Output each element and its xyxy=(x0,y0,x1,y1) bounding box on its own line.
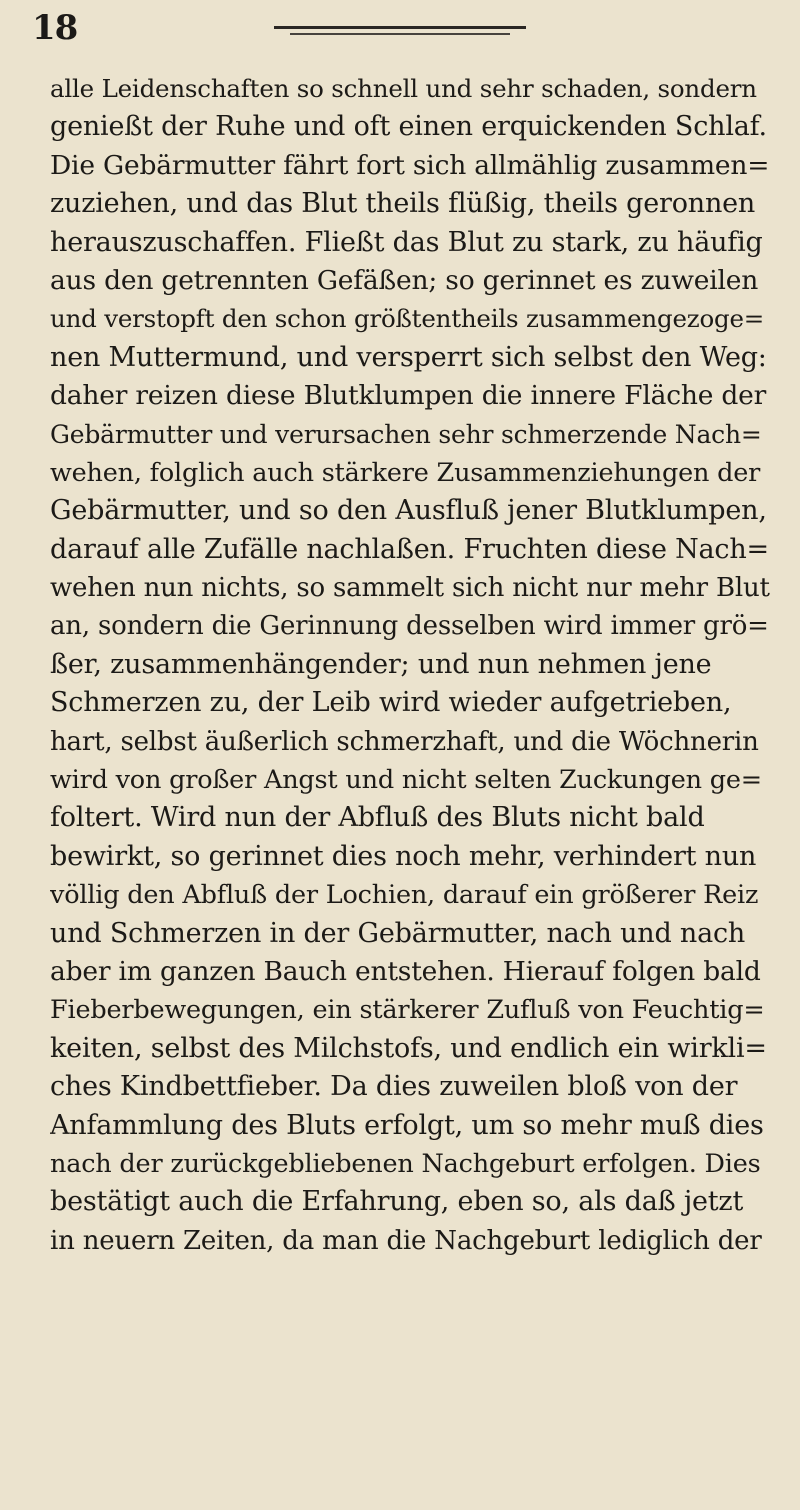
text-line: zuziehen, und das Blut theils flüßig, theils geronnen xyxy=(50,188,756,220)
text-line: nen Muttermund, und versperrt sich selbst den Weg: xyxy=(50,341,767,373)
text-line: völlig den Abfluß der Lochien, darauf ein größerer Reiz xyxy=(50,880,759,911)
text-line: ches Kindbettfieber. Da dies zuweilen bloß von der xyxy=(50,1071,738,1103)
text-line: wehen, folglich auch stärkere Zusammenziehungen der xyxy=(50,457,761,488)
text-line: darauf alle Zufälle nachlaßen. Fruchten diese Nach= xyxy=(50,533,769,565)
text-line: wehen nun nichts, so sammelt sich nicht nur mehr Blut xyxy=(50,573,770,604)
text-line: keiten, selbst des Milchstofs, und endlich ein wirkli= xyxy=(50,1032,767,1064)
text-line: herauszuschaffen. Fließt das Blut zu stark, zu häufig xyxy=(50,226,763,258)
page-number: 18 xyxy=(32,8,78,48)
text-line: wird von großer Angst und nicht selten Zuckungen ge= xyxy=(50,765,762,796)
text-line: daher reizen diese Blutklumpen die innere Fläche der xyxy=(50,380,767,412)
text-line: Gebärmutter, und so den Ausfluß jener Blutklumpen, xyxy=(50,495,767,527)
text-line: Fieberbewegungen, ein stärkerer Zufluß von Feuchtig= xyxy=(50,995,765,1026)
text-line: Schmerzen zu, der Leib wird wieder aufgetrieben, xyxy=(50,687,732,719)
text-line: Die Gebärmutter fährt fort sich allmählig zusammen= xyxy=(50,149,770,181)
text-line: bewirkt, so gerinnet dies noch mehr, verhindert nun xyxy=(50,840,757,872)
text-line: Anfammlung des Bluts erfolgt, um so mehr muß dies xyxy=(50,1109,764,1141)
text-line: foltert. Wird nun der Abfluß des Bluts nicht bald xyxy=(50,802,705,834)
text-line: bestätigt auch die Erfahrung, eben so, als daß jetzt xyxy=(50,1186,744,1218)
text-line: alle Leidenschaften so schnell und sehr schaden, sondern xyxy=(50,74,757,103)
text-line: nach der zurückgebliebenen Nachgeburt erfolgen. Dies xyxy=(50,1148,761,1179)
text-line: Gebärmutter und verursachen sehr schmerzende Nach= xyxy=(50,419,762,449)
header-rule xyxy=(274,26,526,29)
text-line: ßer, zusammenhängender; und nun nehmen jene xyxy=(50,648,712,680)
text-line: und verstopft den schon größtentheils zusammengezoge= xyxy=(50,304,765,334)
text-line: in neuern Zeiten, da man die Nachgeburt lediglich der xyxy=(50,1225,762,1256)
body-text xyxy=(50,70,770,1260)
text-line: hart, selbst äußerlich schmerzhaft, und die Wöchnerin xyxy=(50,726,759,757)
header-rule-secondary xyxy=(290,33,510,35)
text-line: aus den getrennten Gefäßen; so gerinnet es zuweilen xyxy=(50,264,759,296)
text-line: aber im ganzen Bauch entstehen. Hierauf folgen bald xyxy=(50,955,761,987)
text-line: und Schmerzen in der Gebärmutter, nach und nach xyxy=(50,917,746,949)
text-line: an, sondern die Gerinnung desselben wird immer grö= xyxy=(50,611,769,642)
text-line: genießt der Ruhe und oft einen erquickenden Schlaf. xyxy=(50,111,767,143)
